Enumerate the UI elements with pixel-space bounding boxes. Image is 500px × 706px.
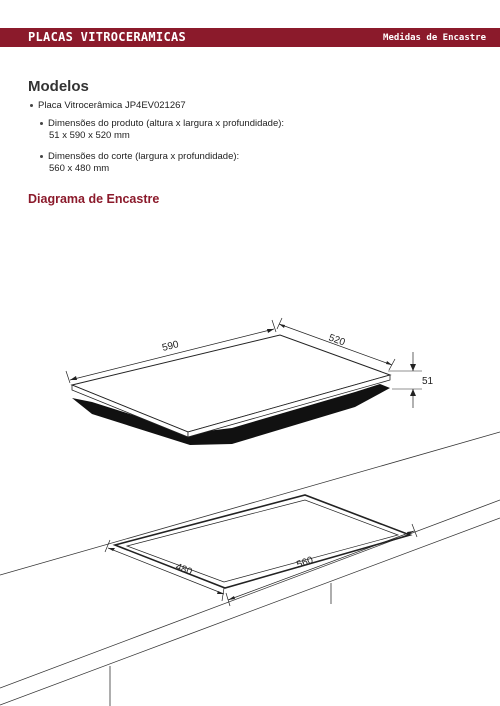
hob-height-label: 51 (422, 376, 434, 387)
hob-width-label: 590 (161, 339, 180, 354)
height-dimension (388, 352, 434, 408)
bullet-icon (40, 122, 43, 125)
cutout-inner (127, 500, 398, 582)
cutout-outer (115, 495, 410, 588)
countertop-illustration (0, 432, 500, 706)
cutout-illustration (115, 495, 410, 588)
hob-illustration (72, 335, 390, 445)
installation-diagram (0, 310, 500, 706)
cut-depth-dimension (105, 540, 224, 601)
cut-depth-label: 480 (173, 561, 194, 579)
bullet-icon (40, 155, 43, 158)
bullet-icon (30, 104, 33, 107)
product-dimensions-label: Dimensões do produto (altura x largura x profundidade): (48, 118, 285, 129)
cut-width-label: 560 (295, 554, 315, 571)
models-heading: Modelos (28, 78, 89, 95)
header-section-label: Medidas de Encastre (383, 33, 486, 43)
hob-depth-label: 520 (326, 332, 347, 349)
product-dimensions-item (40, 118, 284, 142)
cut-dimensions-value: 560 x 480 mm (49, 163, 110, 174)
header-title: PLACAS VITROCERAMICAS (28, 30, 187, 44)
cut-dimensions-item (40, 151, 239, 175)
diagram-heading: Diagrama de Encastre (28, 192, 160, 206)
cut-dimensions-label: Dimensões do corte (largura x profundidade): (48, 151, 240, 162)
model-list-item (30, 100, 186, 111)
model-name: Placa Vitrocerâmica JP4EV021267 (38, 100, 186, 111)
product-dimensions-value: 51 x 590 x 520 mm (49, 130, 130, 141)
cut-width-dimension (226, 524, 417, 606)
